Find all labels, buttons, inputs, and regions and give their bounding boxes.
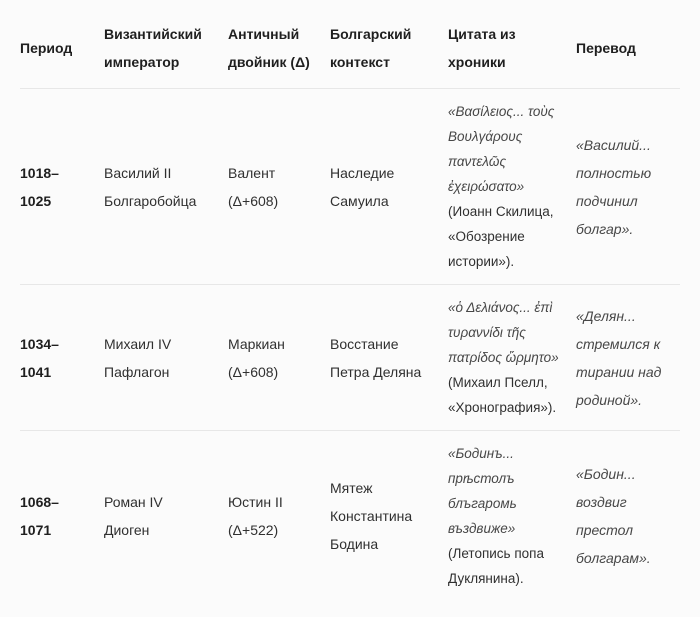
table-body: [20, 89, 680, 602]
cell-bulgarian-context: Восстание Петра Деляна: [330, 335, 422, 380]
column-header-translation: Перевод: [576, 40, 636, 56]
cell-emperor: Василий II Болгаробойца: [104, 164, 197, 209]
byzantine-bulgarian-table: [20, 8, 680, 601]
quote-text: «Βασίλειος... τοὺς Βουλγάρους παντελῶς ἐχειρώσατο»: [448, 104, 555, 194]
cell-translation: [576, 431, 680, 602]
table-row: [20, 285, 680, 431]
cell-bulgarian-context: Наследие Самуила: [330, 164, 395, 209]
header-row: [20, 8, 680, 89]
cell-period: 1018–1025: [20, 164, 59, 209]
cell-period: 1068–1071: [20, 494, 59, 538]
cell-quote: [448, 285, 576, 431]
translation-text: «Василий... полностью подчинил болгар».: [576, 136, 652, 237]
cell-period: 1034–1041: [20, 335, 59, 380]
column-header-period: Период: [20, 40, 73, 56]
cell-bulgarian-context: Мятеж Константина Бодина: [330, 480, 413, 552]
table-row: [20, 431, 680, 602]
cell-translation: [576, 89, 680, 285]
cell-quote: [448, 89, 576, 285]
cell-quote: [448, 431, 576, 602]
column-header-chronicle-quote: Цитата из хроники: [448, 26, 516, 70]
column-header-bulgarian-context: Болгарский контекст: [330, 26, 412, 70]
quote-source: (Летопись попа Дуклянина).: [448, 546, 544, 586]
table-row: [20, 89, 680, 285]
cell-emperor: Роман IV Диоген: [104, 494, 163, 538]
quote-text: «ὁ Δελιάνος... ἐπὶ τυραννίδι τῆς πατρίδος ὥρμητο»: [448, 300, 559, 365]
quote-text: «Бодинъ... прѣстолъ блъгаромь въздвиже»: [448, 446, 517, 536]
quote-source: (Иоанн Скилица, «Обозрение истории»).: [448, 204, 554, 269]
cell-translation: [576, 285, 680, 431]
cell-emperor: Михаил IV Пафлагон: [104, 335, 172, 380]
cell-ancient-double: Валент (Δ+608): [228, 164, 279, 209]
column-header-ancient-double: Античный двойник (Δ): [228, 26, 310, 70]
cell-ancient-double: Маркиан (Δ+608): [228, 335, 285, 380]
translation-text: «Делян... стремился к тирании над родиной».: [576, 307, 662, 408]
column-header-emperor: Византийский император: [104, 26, 202, 70]
translation-text: «Бодин... воздвиг престол болгарам».: [576, 466, 651, 566]
quote-source: (Михаил Пселл, «Хронография»).: [448, 375, 557, 415]
cell-ancient-double: Юстин II (Δ+522): [228, 494, 283, 538]
table-header: [20, 8, 680, 89]
